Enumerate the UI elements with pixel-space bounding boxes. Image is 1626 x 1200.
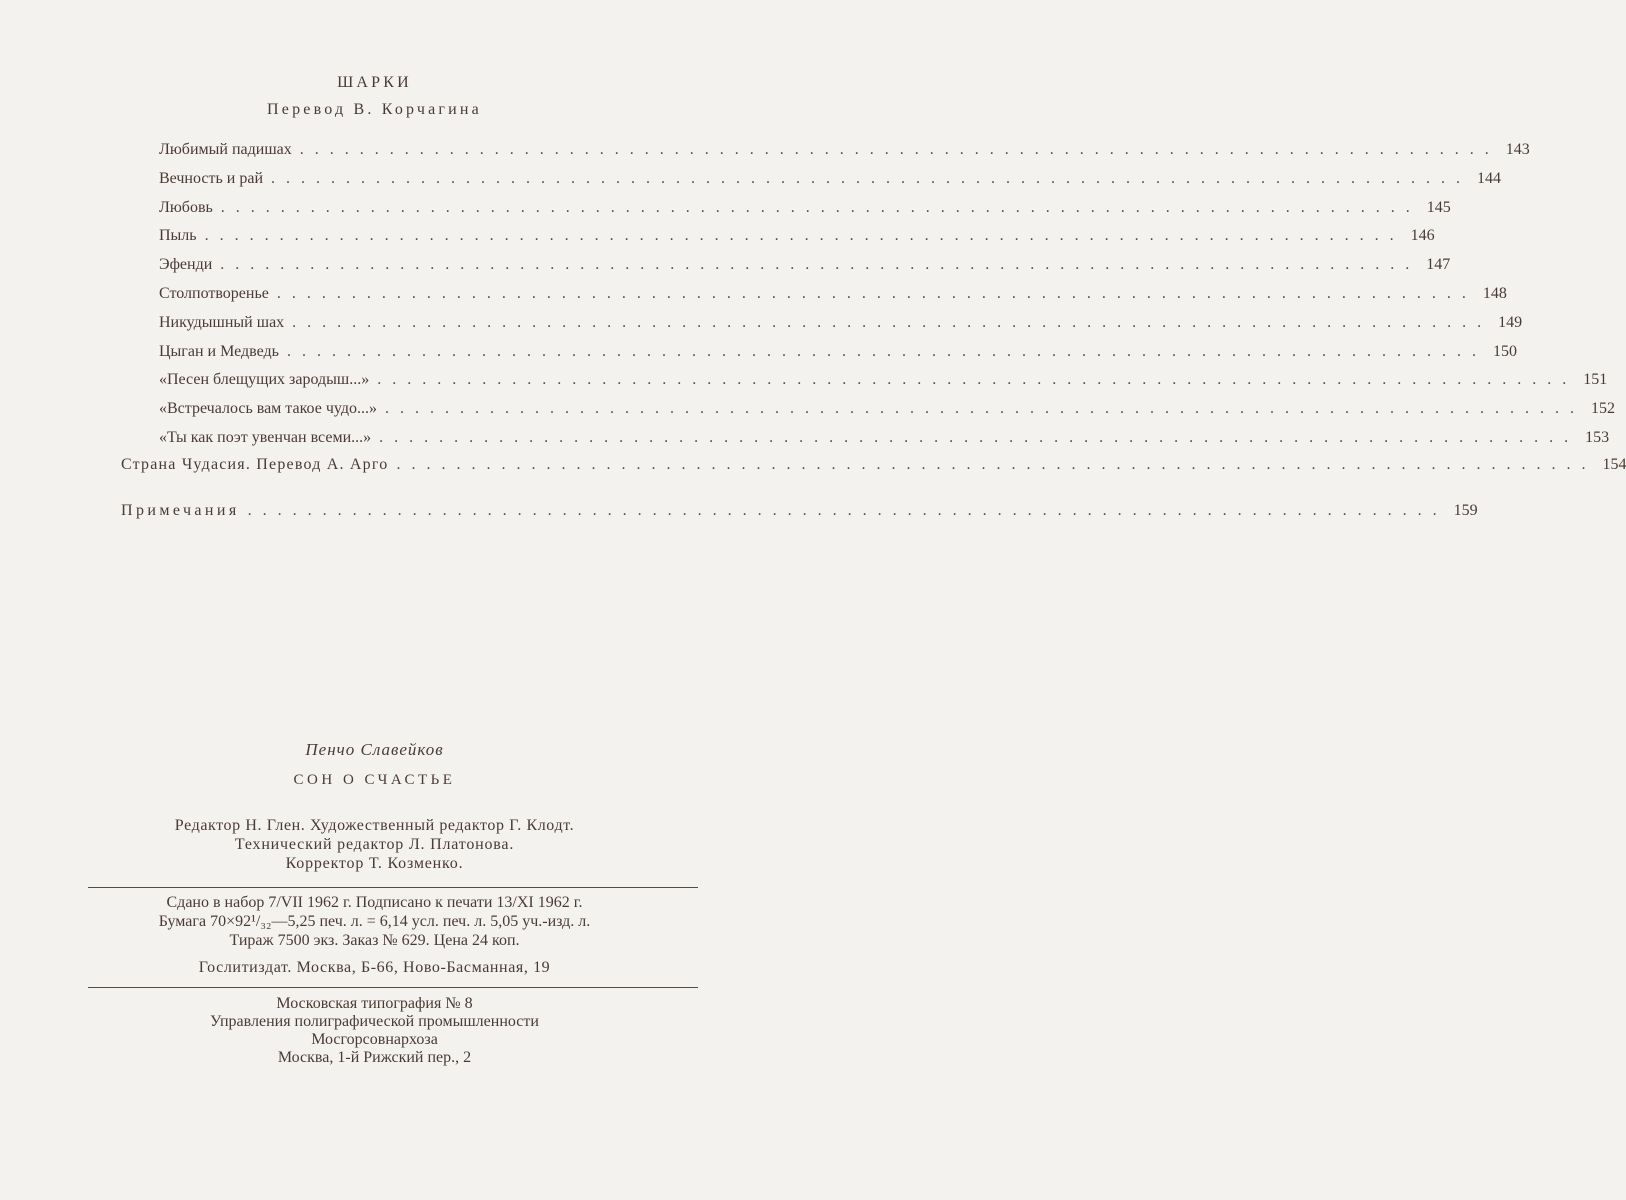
toc-entry-page: 159 xyxy=(1453,502,1478,519)
colophon-printer-line4: Москва, 1-й Рижский пер., 2 xyxy=(277,1049,472,1066)
toc-row-strana[interactable] xyxy=(121,456,1626,478)
toc-row[interactable] xyxy=(159,371,1608,393)
toc-row[interactable] xyxy=(159,342,1517,365)
toc-entry-title: Страна Чудасия. Перевод А. Арго xyxy=(121,456,389,473)
toc-row[interactable] xyxy=(159,227,1435,249)
toc-entry-title: Эфенди xyxy=(159,256,213,274)
toc-entry-title: Вечность и рай xyxy=(159,169,263,187)
toc-entry-page: 150 xyxy=(1492,342,1517,360)
colophon-editors-line1: Редактор Н. Глен. Художественный редактор Г. Клодт. xyxy=(174,817,575,834)
section-translator: Перевод В. Корчагина xyxy=(267,101,482,118)
toc-entry-title: Любимый падишах xyxy=(159,141,292,158)
dot-leader: ................................................................................ xyxy=(286,342,1487,360)
toc-row-notes[interactable] xyxy=(121,502,1478,524)
colophon-print-line3: Тираж 7500 экз. Заказ № 629. Цена 24 коп. xyxy=(229,932,520,949)
toc-entry-page: 148 xyxy=(1482,285,1507,302)
toc-entry-title: Примечания xyxy=(121,502,240,519)
toc-row[interactable] xyxy=(159,198,1451,221)
dot-leader: ................................................................................ xyxy=(377,371,1578,389)
divider-top xyxy=(88,887,698,888)
dot-leader: ................................................................................ xyxy=(379,429,1580,446)
toc-entry-title: Никудышный шах xyxy=(159,313,285,331)
toc-entry-page: 151 xyxy=(1583,371,1608,389)
toc-entry-page: 144 xyxy=(1477,169,1501,187)
toc-entry-page: 153 xyxy=(1585,429,1610,446)
colophon-print-line2: Бумага 70×92¹/₃₂—5,25 печ. л. = 6,14 усл. печ. л. 5,05 уч.-изд. л. xyxy=(158,913,591,930)
toc-entry-title: Пыль xyxy=(159,227,197,245)
colophon-author: Пенчо Славейков xyxy=(305,740,444,759)
toc-entry-title: «Ты как поэт увенчан всеми...» xyxy=(159,429,372,446)
dot-leader: ................................................................................ xyxy=(299,141,1500,158)
dot-leader: ................................................................................ xyxy=(204,227,1405,245)
toc-row[interactable] xyxy=(159,169,1501,192)
dot-leader: ................................................................................ xyxy=(385,400,1586,418)
colophon-editors-line2: Технический редактор Л. Платонова. xyxy=(234,836,515,853)
toc-entry-title: «Песен блещущих зародыш...» xyxy=(159,371,370,389)
dot-leader: ................................................................................ xyxy=(271,169,1471,187)
toc-row[interactable] xyxy=(159,429,1610,451)
toc-row[interactable] xyxy=(159,256,1451,278)
dot-leader: ................................................................................ xyxy=(396,456,1597,473)
colophon-printer-line2: Управления полиграфической промышленности xyxy=(210,1013,539,1030)
toc-entry-title: Столпотворенье xyxy=(159,285,269,302)
toc-entry-page: 152 xyxy=(1591,400,1616,418)
section-heading: ШАРКИ xyxy=(337,74,412,91)
toc-entry-page: 149 xyxy=(1498,313,1523,331)
toc-entry-title: Цыган и Медведь xyxy=(159,342,279,360)
colophon-printer-line1: Московская типография № 8 xyxy=(276,995,473,1012)
dot-leader: ................................................................................ xyxy=(292,313,1493,331)
colophon-printer-line3: Мосгорсовнархоза xyxy=(311,1031,438,1048)
toc-entry-page: 147 xyxy=(1426,256,1451,274)
toc-row[interactable] xyxy=(159,285,1507,307)
toc-entry-page: 146 xyxy=(1410,227,1435,245)
colophon-editors-line3: Корректор Т. Козменко. xyxy=(285,855,464,872)
toc-entry-title: Любовь xyxy=(159,198,213,216)
colophon-print-line1: Сдано в набор 7/VII 1962 г. Подписано к печати 13/XI 1962 г. xyxy=(166,894,583,911)
toc-entry-page: 145 xyxy=(1426,198,1451,216)
toc-entry-page: 143 xyxy=(1505,141,1530,158)
divider-bottom xyxy=(88,987,698,988)
dot-leader: ................................................................................ xyxy=(276,285,1477,302)
toc-row[interactable] xyxy=(159,313,1523,336)
toc-row[interactable] xyxy=(159,400,1616,422)
dot-leader: ................................................................................ xyxy=(220,198,1421,216)
dot-leader: ................................................................................ xyxy=(220,256,1421,274)
dot-leader: ................................................................................ xyxy=(247,502,1448,519)
colophon-book-title: СОН О СЧАСТЬЕ xyxy=(293,772,456,788)
colophon-publisher: Гослитиздат. Москва, Б-66, Ново-Басманная, 19 xyxy=(198,959,551,976)
toc-entry-page: 154 xyxy=(1602,456,1626,473)
toc-entry-title: «Встречалось вам такое чудо...» xyxy=(159,400,378,418)
toc-row[interactable] xyxy=(159,141,1530,163)
